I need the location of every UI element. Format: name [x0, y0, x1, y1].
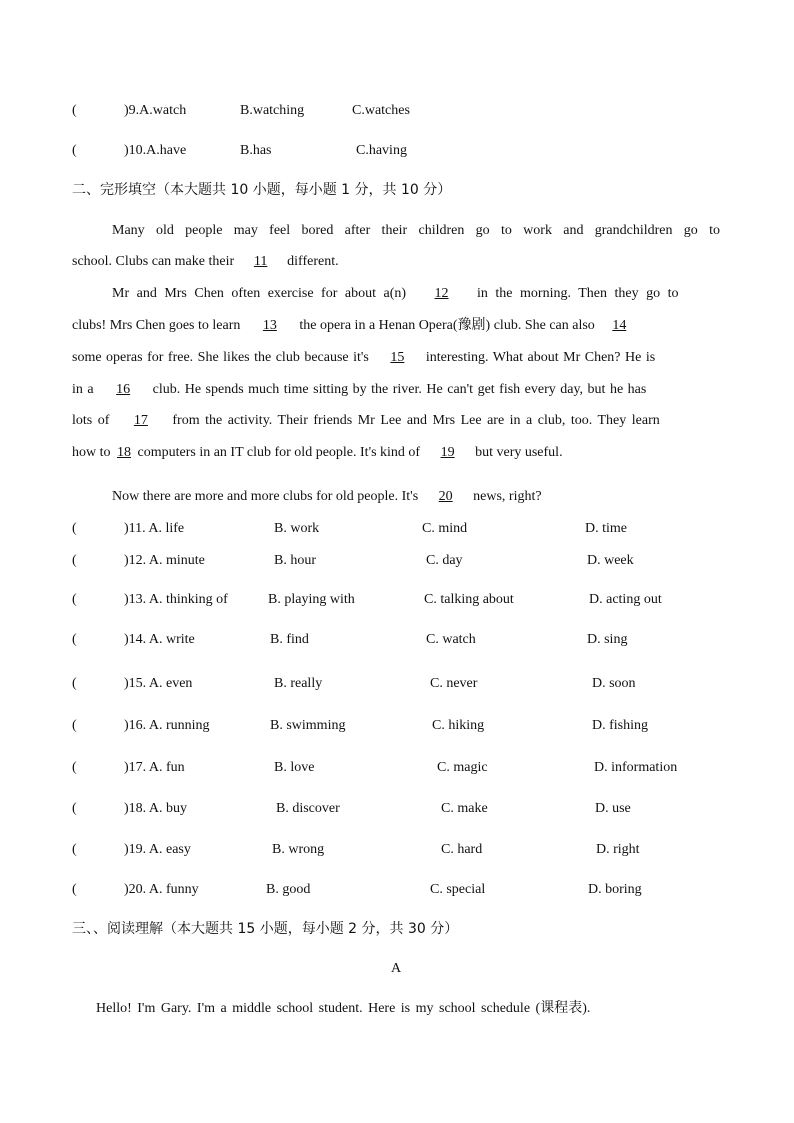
option-c: C. make — [441, 801, 488, 816]
option-b: B.has — [240, 143, 272, 158]
blank-19: 19 — [440, 445, 455, 460]
cloze-question — [72, 552, 722, 570]
question-number: )11. A. life — [124, 521, 185, 536]
option-d: D. boring — [588, 882, 642, 897]
part-label: A — [391, 961, 402, 976]
cloze-question — [72, 717, 722, 735]
section-heading: 二、完形填空（本大题共 10 小题，每小题 1 分，共 10 分） — [72, 182, 452, 198]
option-c: C.watches — [352, 103, 410, 118]
question-number: )14. A. write — [124, 632, 195, 647]
option-b: B. work — [274, 521, 320, 536]
option-d: D. time — [585, 521, 627, 536]
intro-line: Hello! I'm Gary. I'm a middle school student. Here is my school schedule (课程表). — [96, 1001, 591, 1016]
section-heading: 三、、阅读理解（本大题共 15 小题，每小题 2 分，共 30 分） — [72, 921, 459, 937]
option-d: D. information — [594, 760, 678, 775]
option-c: C. hiking — [432, 718, 485, 733]
passage-line: school. Clubs can make their 11 different. — [72, 254, 339, 269]
answer-paren: ( — [72, 842, 77, 857]
option-b: B. discover — [276, 801, 340, 816]
answer-paren: ( — [72, 760, 77, 775]
answer-paren: ( — [72, 521, 77, 536]
question-number: )20. A. funny — [124, 882, 199, 897]
option-d: D. fishing — [592, 718, 648, 733]
passage-line: lots of 17 from the activity. Their friends Mr Lee and Mrs Lee are in a club, too. They learn — [72, 413, 660, 428]
answer-paren: ( — [72, 718, 77, 733]
blank-15: 15 — [390, 350, 405, 365]
blank-20: 20 — [438, 489, 453, 504]
question-9 — [72, 102, 722, 120]
question-number: )13. A. thinking of — [124, 592, 228, 607]
option-c: C. special — [430, 882, 486, 897]
option-b: B. really — [274, 676, 323, 691]
cloze-question — [72, 759, 722, 777]
cloze-question — [72, 631, 722, 649]
blank-16: 16 — [116, 382, 131, 397]
passage-line: Mr and Mrs Chen often exercise for about a(n) 12 in the morning. Then they go to — [112, 286, 679, 301]
option-b: B. good — [266, 882, 311, 897]
option-b: B. hour — [274, 553, 316, 568]
answer-paren: ( — [72, 592, 77, 607]
passage-line: some operas for free. She likes the club because it's 15 interesting. What about Mr Chen? He is — [72, 350, 656, 365]
question-number: )9.A.watch — [124, 103, 187, 118]
option-c: C. never — [430, 676, 478, 691]
cloze-question — [72, 881, 722, 899]
answer-paren: ( — [72, 553, 77, 568]
cloze-question — [72, 841, 722, 859]
passage-line: Now there are more and more clubs for old people. It's 20 news, right? — [112, 489, 542, 504]
option-b: B. swimming — [270, 718, 346, 733]
question-number: )15. A. even — [124, 676, 193, 691]
option-d: D. sing — [587, 632, 628, 647]
cloze-question — [72, 591, 722, 609]
option-d: D. week — [587, 553, 634, 568]
option-b: B. love — [274, 760, 315, 775]
passage-line: clubs! Mrs Chen goes to learn 13 the opera in a Henan Opera(豫剧) club. She can also 14 — [72, 318, 627, 333]
answer-paren: ( — [72, 143, 77, 158]
option-c: C. hard — [441, 842, 483, 857]
blank-17: 17 — [133, 413, 148, 428]
cloze-question — [72, 800, 722, 818]
option-d: D. soon — [592, 676, 636, 691]
answer-paren: ( — [72, 801, 77, 816]
option-d: D. acting out — [589, 592, 662, 607]
option-b: B. wrong — [272, 842, 325, 857]
blank-14: 14 — [612, 318, 627, 333]
question-number: )10.A.have — [124, 143, 187, 158]
option-b: B.watching — [240, 103, 305, 118]
option-d: D. use — [595, 801, 631, 816]
question-number: )12. A. minute — [124, 553, 205, 568]
option-c: C.having — [356, 143, 407, 158]
answer-paren: ( — [72, 882, 77, 897]
answer-paren: ( — [72, 676, 77, 691]
option-c: C. magic — [437, 760, 488, 775]
cloze-question — [72, 675, 722, 693]
answer-paren: ( — [72, 632, 77, 647]
option-c: C. mind — [422, 521, 468, 536]
blank-12: 12 — [434, 286, 449, 301]
question-10 — [72, 142, 722, 160]
question-number: )16. A. running — [124, 718, 210, 733]
option-b: B. playing with — [268, 592, 355, 607]
passage-line: in a 16 club. He spends much time sitting by the river. He can't get fish every day, but he has — [72, 382, 647, 397]
blank-11: 11 — [253, 254, 268, 269]
question-number: )19. A. easy — [124, 842, 191, 857]
option-c: C. watch — [426, 632, 476, 647]
passage-line: Many old people may feel bored after their children go to work and grandchildren go to — [112, 223, 720, 238]
cloze-question — [72, 520, 722, 538]
option-c: C. day — [426, 553, 463, 568]
option-d: D. right — [596, 842, 640, 857]
blank-13: 13 — [262, 318, 277, 333]
question-number: )17. A. fun — [124, 760, 185, 775]
question-number: )18. A. buy — [124, 801, 187, 816]
answer-paren: ( — [72, 103, 77, 118]
option-c: C. talking about — [424, 592, 514, 607]
passage-line: how to 18 computers in an IT club for old people. It's kind of 19 but very useful. — [72, 445, 563, 460]
option-b: B. find — [270, 632, 309, 647]
blank-18: 18 — [117, 445, 131, 460]
